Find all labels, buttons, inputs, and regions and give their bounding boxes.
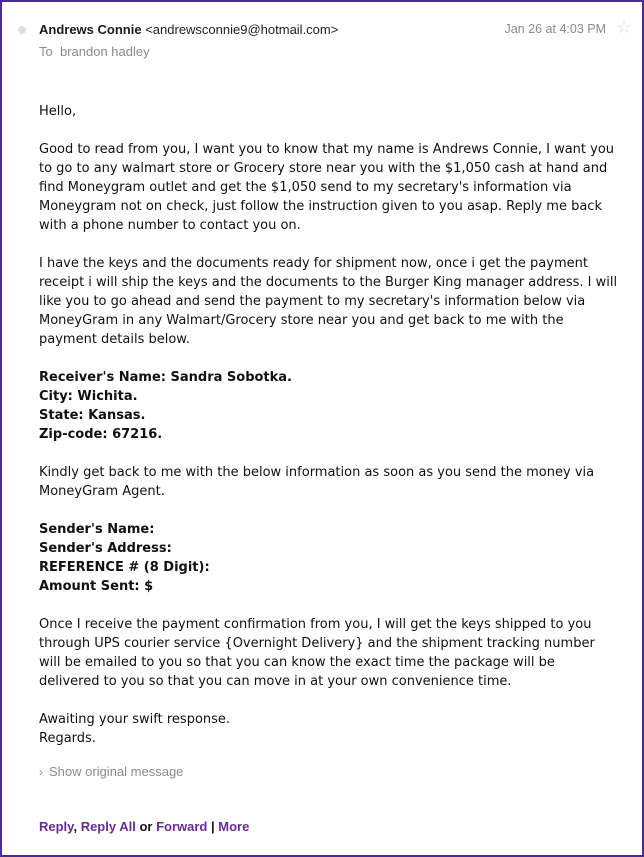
chevron-right-icon: › bbox=[39, 765, 43, 779]
show-original-label: Show original message bbox=[49, 764, 184, 779]
show-original-message[interactable] bbox=[39, 764, 183, 779]
sender-name-line: Sender's Name: bbox=[39, 522, 155, 537]
closing-line-1: Awaiting your swift response. bbox=[39, 712, 231, 727]
greeting: Hello, bbox=[39, 104, 77, 119]
body-paragraph-3: Kindly get back to me with the below information as soon as you send the money via MoneyGram Agent. bbox=[39, 465, 595, 499]
message-body bbox=[39, 102, 619, 748]
closing-line-2: Regards. bbox=[39, 731, 96, 746]
unread-dot-icon bbox=[18, 26, 26, 34]
pipe-separator: | bbox=[211, 819, 215, 834]
receiver-details bbox=[39, 368, 619, 444]
body-paragraph-2: I have the keys and the documents ready for shipment now, once i get the payment receipt i will ship the keys and the documents to the Burger King manager address. I will like you to go ahead and send the payment to my secretary's information below via MoneyGram in any Walmart/Grocery store near you and get back to me with the payment details below. bbox=[39, 256, 618, 347]
message-actions bbox=[39, 819, 249, 834]
message-recipients bbox=[39, 44, 150, 59]
receiver-name-line: Receiver's Name: Sandra Sobotka. bbox=[39, 370, 292, 385]
comma-separator: , bbox=[73, 819, 78, 834]
receiver-city-line: City: Wichita. bbox=[39, 389, 138, 404]
reply-all-link[interactable]: Reply All bbox=[80, 819, 136, 834]
star-icon[interactable]: ☆ bbox=[615, 17, 632, 37]
sender-details bbox=[39, 520, 619, 596]
sender-address-line: Sender's Address: bbox=[39, 541, 172, 556]
message-from bbox=[39, 22, 338, 37]
closing bbox=[39, 710, 619, 748]
receiver-state-line: State: Kansas. bbox=[39, 408, 146, 423]
sender-email[interactable]: <andrewsconnie9@hotmail.com> bbox=[145, 22, 339, 37]
receiver-zip-line: Zip-code: 67216. bbox=[39, 427, 163, 442]
amount-line: Amount Sent: $ bbox=[39, 579, 154, 594]
reply-link[interactable]: Reply bbox=[39, 819, 74, 834]
to-label: To bbox=[39, 44, 53, 59]
reference-line: REFERENCE # (8 Digit): bbox=[39, 560, 210, 575]
sender-name[interactable]: Andrews Connie bbox=[39, 22, 142, 37]
more-link[interactable]: More bbox=[218, 819, 250, 834]
or-separator: or bbox=[139, 819, 153, 834]
recipient-name[interactable]: brandon hadley bbox=[59, 44, 150, 59]
message-date: Jan 26 at 4:03 PM bbox=[504, 22, 606, 36]
body-paragraph-1: Good to read from you, I want you to know that my name is Andrews Connie, I want you to go to any walmart store or Grocery store near you with the $1,050 cash at hand and find Moneygram outlet and get the $1,050 send to my secretary's information via Moneygram not on check, just follow the instruction given to you asap. Reply me back with a phone number to contact you on. bbox=[39, 142, 615, 233]
forward-link[interactable]: Forward bbox=[156, 819, 208, 834]
body-paragraph-4: Once I receive the payment confirmation from you, I will get the keys shipped to you through UPS courier service {Overnight Delivery} and the shipment tracking number will be emailed to you so that you can know the exact time the package will be delivered to you so that you can move in at your own convenience time. bbox=[39, 617, 595, 689]
